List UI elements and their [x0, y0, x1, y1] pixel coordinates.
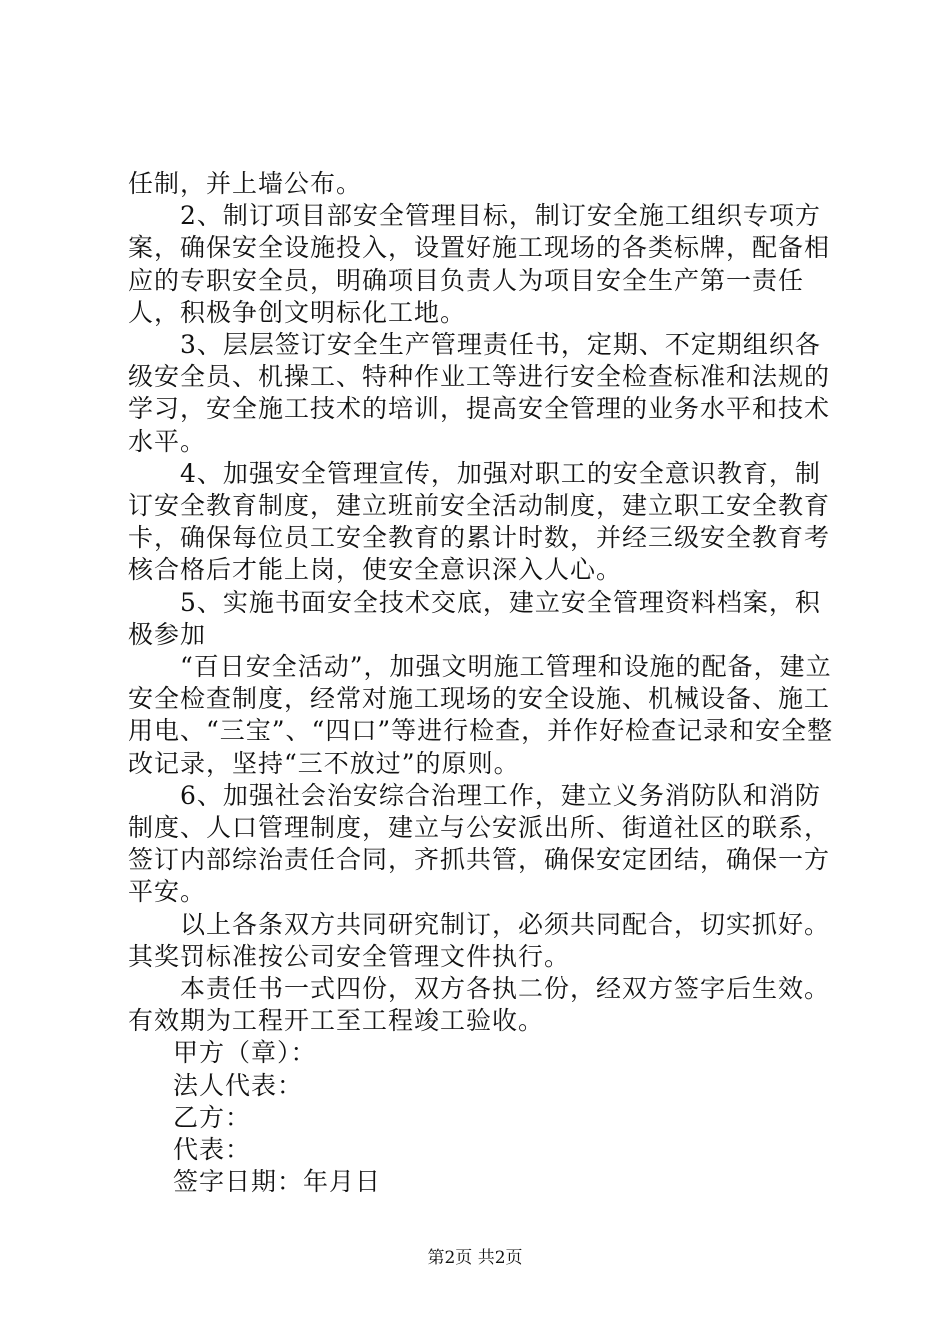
- signature-party-b: 乙方：: [173, 1102, 252, 1132]
- signature-legal-rep: 法人代表：: [173, 1070, 304, 1100]
- signature-party-a: 甲方（章）：: [173, 1038, 317, 1068]
- paragraph-item-5: 5、实施书面安全技术交底，建立安全管理资料档案，积极参加: [128, 587, 821, 649]
- paragraph-intro: 任制，并上墙公布。: [128, 169, 363, 198]
- paragraph-item-4: 4、加强安全管理宣传，加强对职工的安全意识教育，制订安全教育制度，建立班前安全活动制度，建立职工安全教育卡，确保每位员工安全教育的累计时数，并经三级安全教育考核合格后才能上岗，使安全意识深入人心。: [128, 458, 831, 585]
- signature-date: 签字日期：年月日: [173, 1167, 382, 1197]
- page-footer: 第2页 共2页: [427, 1248, 523, 1268]
- paragraph-item-3: 3、层层签订安全生产管理责任书，定期、不定期组织各级安全员、机操工、特种作业工等进行安全检查标准和法规的学习，安全施工技术的培训，提高安全管理的业务水平和技术水平。: [128, 330, 831, 456]
- paragraph-closing-1: 以上各条双方共同研究制订，必须共同配合，切实抓好。其奖罚标准按公司安全管理文件执行。: [128, 909, 831, 971]
- signature-rep: 代表：: [173, 1135, 252, 1165]
- paragraph-item-6: 6、加强社会治安综合治理工作，建立义务消防队和消防制度、人口管理制度，建立与公安派出所、街道社区的联系，签订内部综治责任合同，齐抓共管，确保安定团结，确保一方平安。: [128, 780, 831, 907]
- document-body: [128, 168, 840, 1199]
- paragraph-item-2: 2、制订项目部安全管理目标，制订安全施工组织专项方案，确保安全设施投入，设置好施工现场的各类标牌，配备相应的专职安全员，明确项目负责人为项目安全生产第一责任人，积极争创文明标化工地。: [128, 201, 831, 327]
- paragraph-closing-2: 本责任书一式四份，双方各执二份，经双方签字后生效。有效期为工程开工至工程竣工验收。: [128, 974, 831, 1036]
- paragraph-item-5-continued: “百日安全活动”，加强文明施工管理和设施的配备，建立安全检查制度，经常对施工现场的安全设施、机械设备、施工用电、“三宝”、“四口”等进行检查，并作好检查记录和安全整改记录，坚持“三不放过”的原则。: [128, 652, 834, 778]
